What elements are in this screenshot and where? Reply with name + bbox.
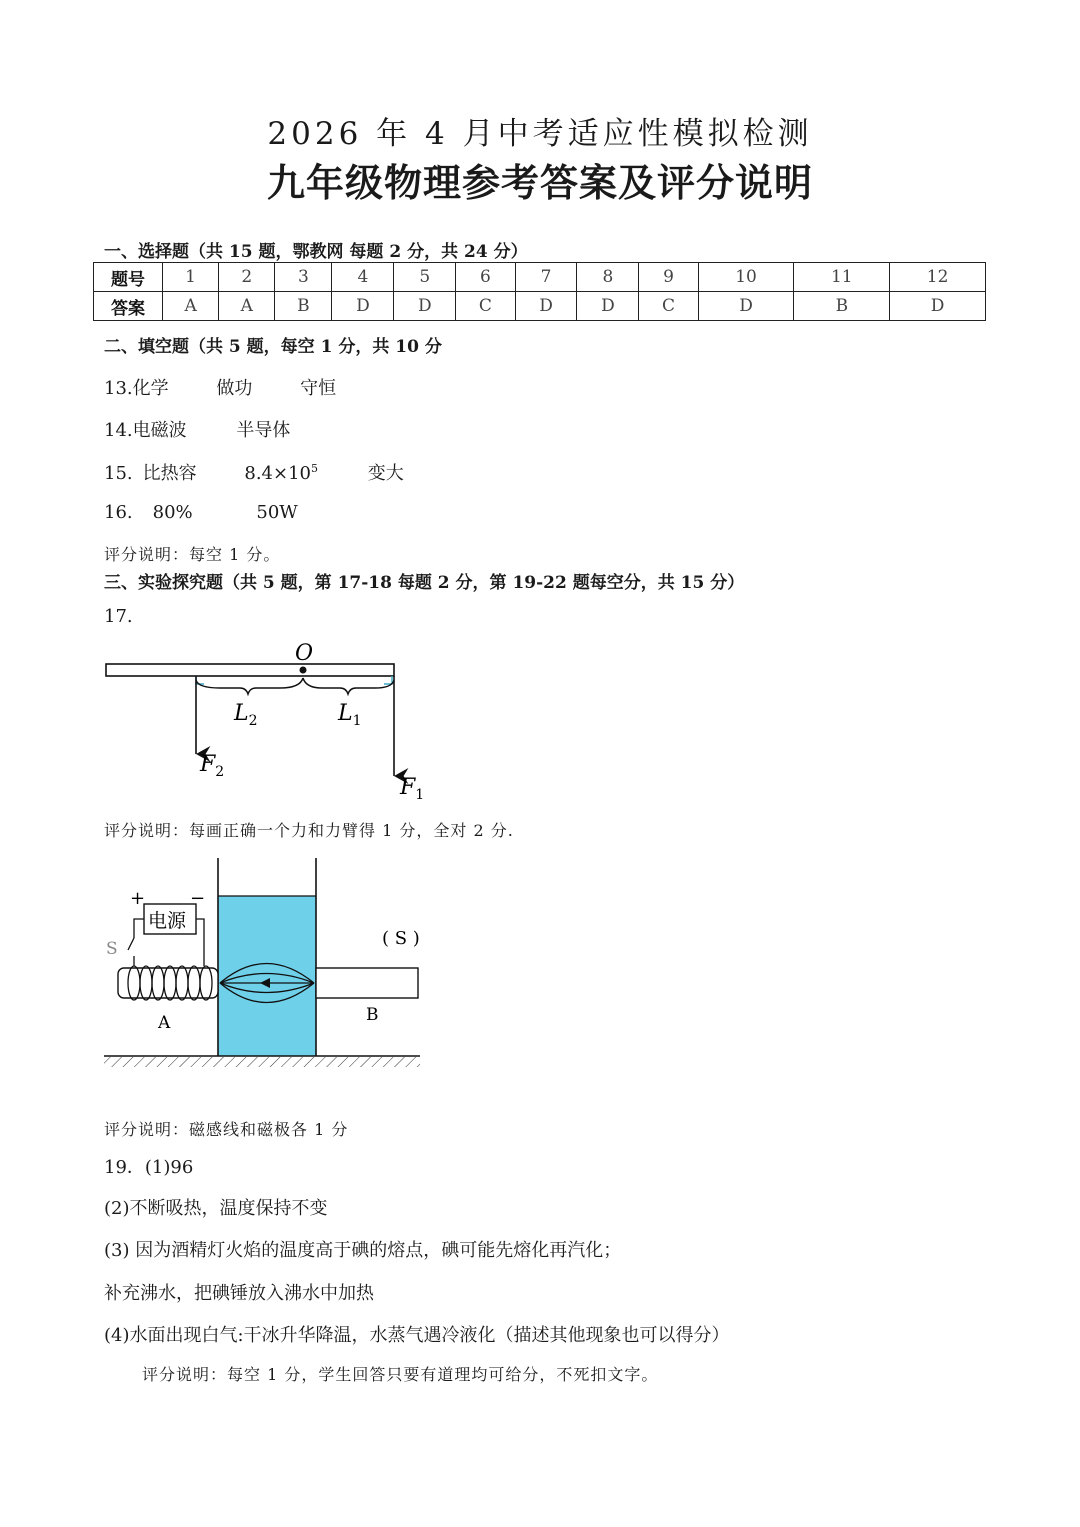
answer-cell: D bbox=[890, 292, 986, 321]
switch-label: S bbox=[106, 939, 118, 959]
answer-15-1: 比热容 bbox=[142, 463, 197, 484]
scoring-note: 评分说明：每空 1 分。 bbox=[104, 545, 281, 564]
right-angle-mark bbox=[384, 676, 392, 684]
exam-title: 2026 年 4 月中考适应性模拟检测 bbox=[267, 116, 813, 152]
answer-cell: B bbox=[794, 292, 890, 321]
answer-cell: A bbox=[219, 292, 275, 321]
positive-terminal: + bbox=[130, 888, 146, 909]
question-number: 13. bbox=[104, 378, 133, 399]
arm-l2-subscript: 2 bbox=[248, 713, 258, 729]
answer-15-2 bbox=[244, 463, 318, 484]
force-f1-letter: F bbox=[400, 775, 416, 800]
answer-cell: D bbox=[698, 292, 794, 321]
question-number: 14. bbox=[104, 420, 133, 441]
question-number: 6 bbox=[456, 263, 515, 292]
answer-16 bbox=[104, 502, 298, 523]
section2-heading: 二、填空题（共 5 题，每空 1 分，共 10 分 bbox=[104, 337, 442, 357]
negative-terminal: − bbox=[190, 888, 206, 909]
scoring-note: 评分说明：每空 1 分，学生回答只要有道理均可给分，不死扣文字。 bbox=[142, 1365, 659, 1384]
answer-13 bbox=[104, 374, 336, 400]
question-row bbox=[94, 263, 986, 292]
water-tank bbox=[218, 896, 316, 1056]
question-number: 15. bbox=[104, 463, 133, 484]
bar-magnet-label: B bbox=[366, 1005, 379, 1025]
wire bbox=[196, 919, 204, 966]
wire bbox=[134, 919, 144, 938]
question-row-label: 题号 bbox=[94, 263, 163, 292]
scoring-note: 评分说明：磁感线和磁极各 1 分 bbox=[104, 1120, 349, 1139]
question-number: 7 bbox=[515, 263, 577, 292]
answer-table bbox=[93, 262, 986, 321]
question-number: 16. bbox=[104, 502, 133, 523]
answer-14-2: 半导体 bbox=[236, 420, 291, 441]
electromagnet-diagram bbox=[100, 852, 430, 1074]
arm-l2-brace bbox=[196, 678, 303, 694]
switch-blade bbox=[128, 938, 134, 950]
answer-13-3: 守恒 bbox=[300, 378, 337, 399]
magnet-pole-label: ( S ) bbox=[382, 928, 420, 949]
section3-heading: 三、实验探究题（共 5 题，第 17-18 每题 2 分，第 19-22 题每空分，共 15 分） bbox=[104, 573, 745, 593]
scoring-note: 评分说明：每画正确一个力和力臂得 1 分，全对 2 分. bbox=[104, 821, 514, 840]
answer-key-title: 九年级物理参考答案及评分说明 bbox=[266, 160, 813, 205]
bar-magnet bbox=[316, 968, 418, 998]
answer-14-1: 电磁波 bbox=[132, 420, 187, 441]
arm-l1-subscript: 1 bbox=[352, 713, 362, 729]
answer-cell: D bbox=[332, 292, 394, 321]
section1-heading: 一、选择题（共 15 题，鄂教网 每题 2 分，共 24 分） bbox=[104, 242, 528, 262]
answer-cell: A bbox=[163, 292, 219, 321]
question-number: 1 bbox=[163, 263, 219, 292]
answer-cell: C bbox=[456, 292, 515, 321]
answer-row bbox=[94, 292, 986, 321]
answer-cell: C bbox=[639, 292, 698, 321]
pivot-point bbox=[300, 667, 307, 674]
question-number: 4 bbox=[332, 263, 394, 292]
answer-13-1: 化学 bbox=[132, 378, 169, 399]
power-source-label: 电源 bbox=[148, 910, 187, 932]
question-number: 12 bbox=[890, 263, 986, 292]
question-number: 5 bbox=[394, 263, 456, 292]
force-f1-label bbox=[399, 775, 424, 803]
arm-l1-brace bbox=[303, 678, 394, 694]
answer-14 bbox=[104, 416, 290, 442]
electromagnet-label: A bbox=[158, 1013, 171, 1033]
answer-19-4: (4)水面出现白气:干冰升华降温，水蒸气遇冷液化（描述其他现象也可以得分） bbox=[104, 1325, 730, 1346]
force-f2-label bbox=[199, 752, 224, 780]
answer-19-3: (3) 因为酒精灯火焰的温度高于碘的熔点，碘可能先熔化再汽化； bbox=[104, 1240, 622, 1261]
question-number: 3 bbox=[275, 263, 332, 292]
ground-hatching bbox=[104, 1057, 420, 1067]
answer-cell: D bbox=[394, 292, 456, 321]
answer-15-2-exponent: 5 bbox=[311, 462, 318, 475]
force-f1-subscript: 1 bbox=[415, 787, 425, 803]
answer-15 bbox=[104, 459, 404, 485]
lever-bar bbox=[106, 664, 394, 676]
lever-diagram bbox=[100, 636, 440, 806]
force-f2-subscript: 2 bbox=[215, 764, 225, 780]
answer-13-2: 做功 bbox=[216, 378, 253, 399]
question-17-number: 17. bbox=[104, 606, 133, 627]
question-number: 2 bbox=[219, 263, 275, 292]
answer-cell: D bbox=[515, 292, 577, 321]
answer-15-3: 变大 bbox=[367, 463, 404, 484]
answer-16-1: 80% bbox=[152, 502, 193, 523]
question-number: 11 bbox=[794, 263, 890, 292]
answer-16-2: 50W bbox=[256, 502, 298, 523]
answer-cell: B bbox=[275, 292, 332, 321]
solenoid-core bbox=[118, 968, 218, 998]
question-number: 9 bbox=[639, 263, 698, 292]
arm-l2-label bbox=[233, 701, 258, 729]
answer-19-2: (2)不断吸热，温度保持不变 bbox=[104, 1198, 328, 1219]
arm-l1-letter: L bbox=[338, 701, 353, 726]
force-f2-letter: F bbox=[200, 752, 216, 777]
answer-19-1: 19．(1)96 bbox=[104, 1157, 194, 1178]
arm-l1-label bbox=[337, 701, 362, 729]
answer-15-2-base: 8.4×10 bbox=[244, 463, 311, 484]
answer-row-label: 答案 bbox=[94, 292, 163, 321]
question-number: 8 bbox=[577, 263, 639, 292]
pivot-label: O bbox=[295, 641, 314, 666]
answer-19-3-cont: 补充沸水，把碘锤放入沸水中加热 bbox=[104, 1283, 374, 1304]
answer-cell: D bbox=[577, 292, 639, 321]
arm-l2-letter: L bbox=[234, 701, 249, 726]
question-number: 10 bbox=[698, 263, 794, 292]
